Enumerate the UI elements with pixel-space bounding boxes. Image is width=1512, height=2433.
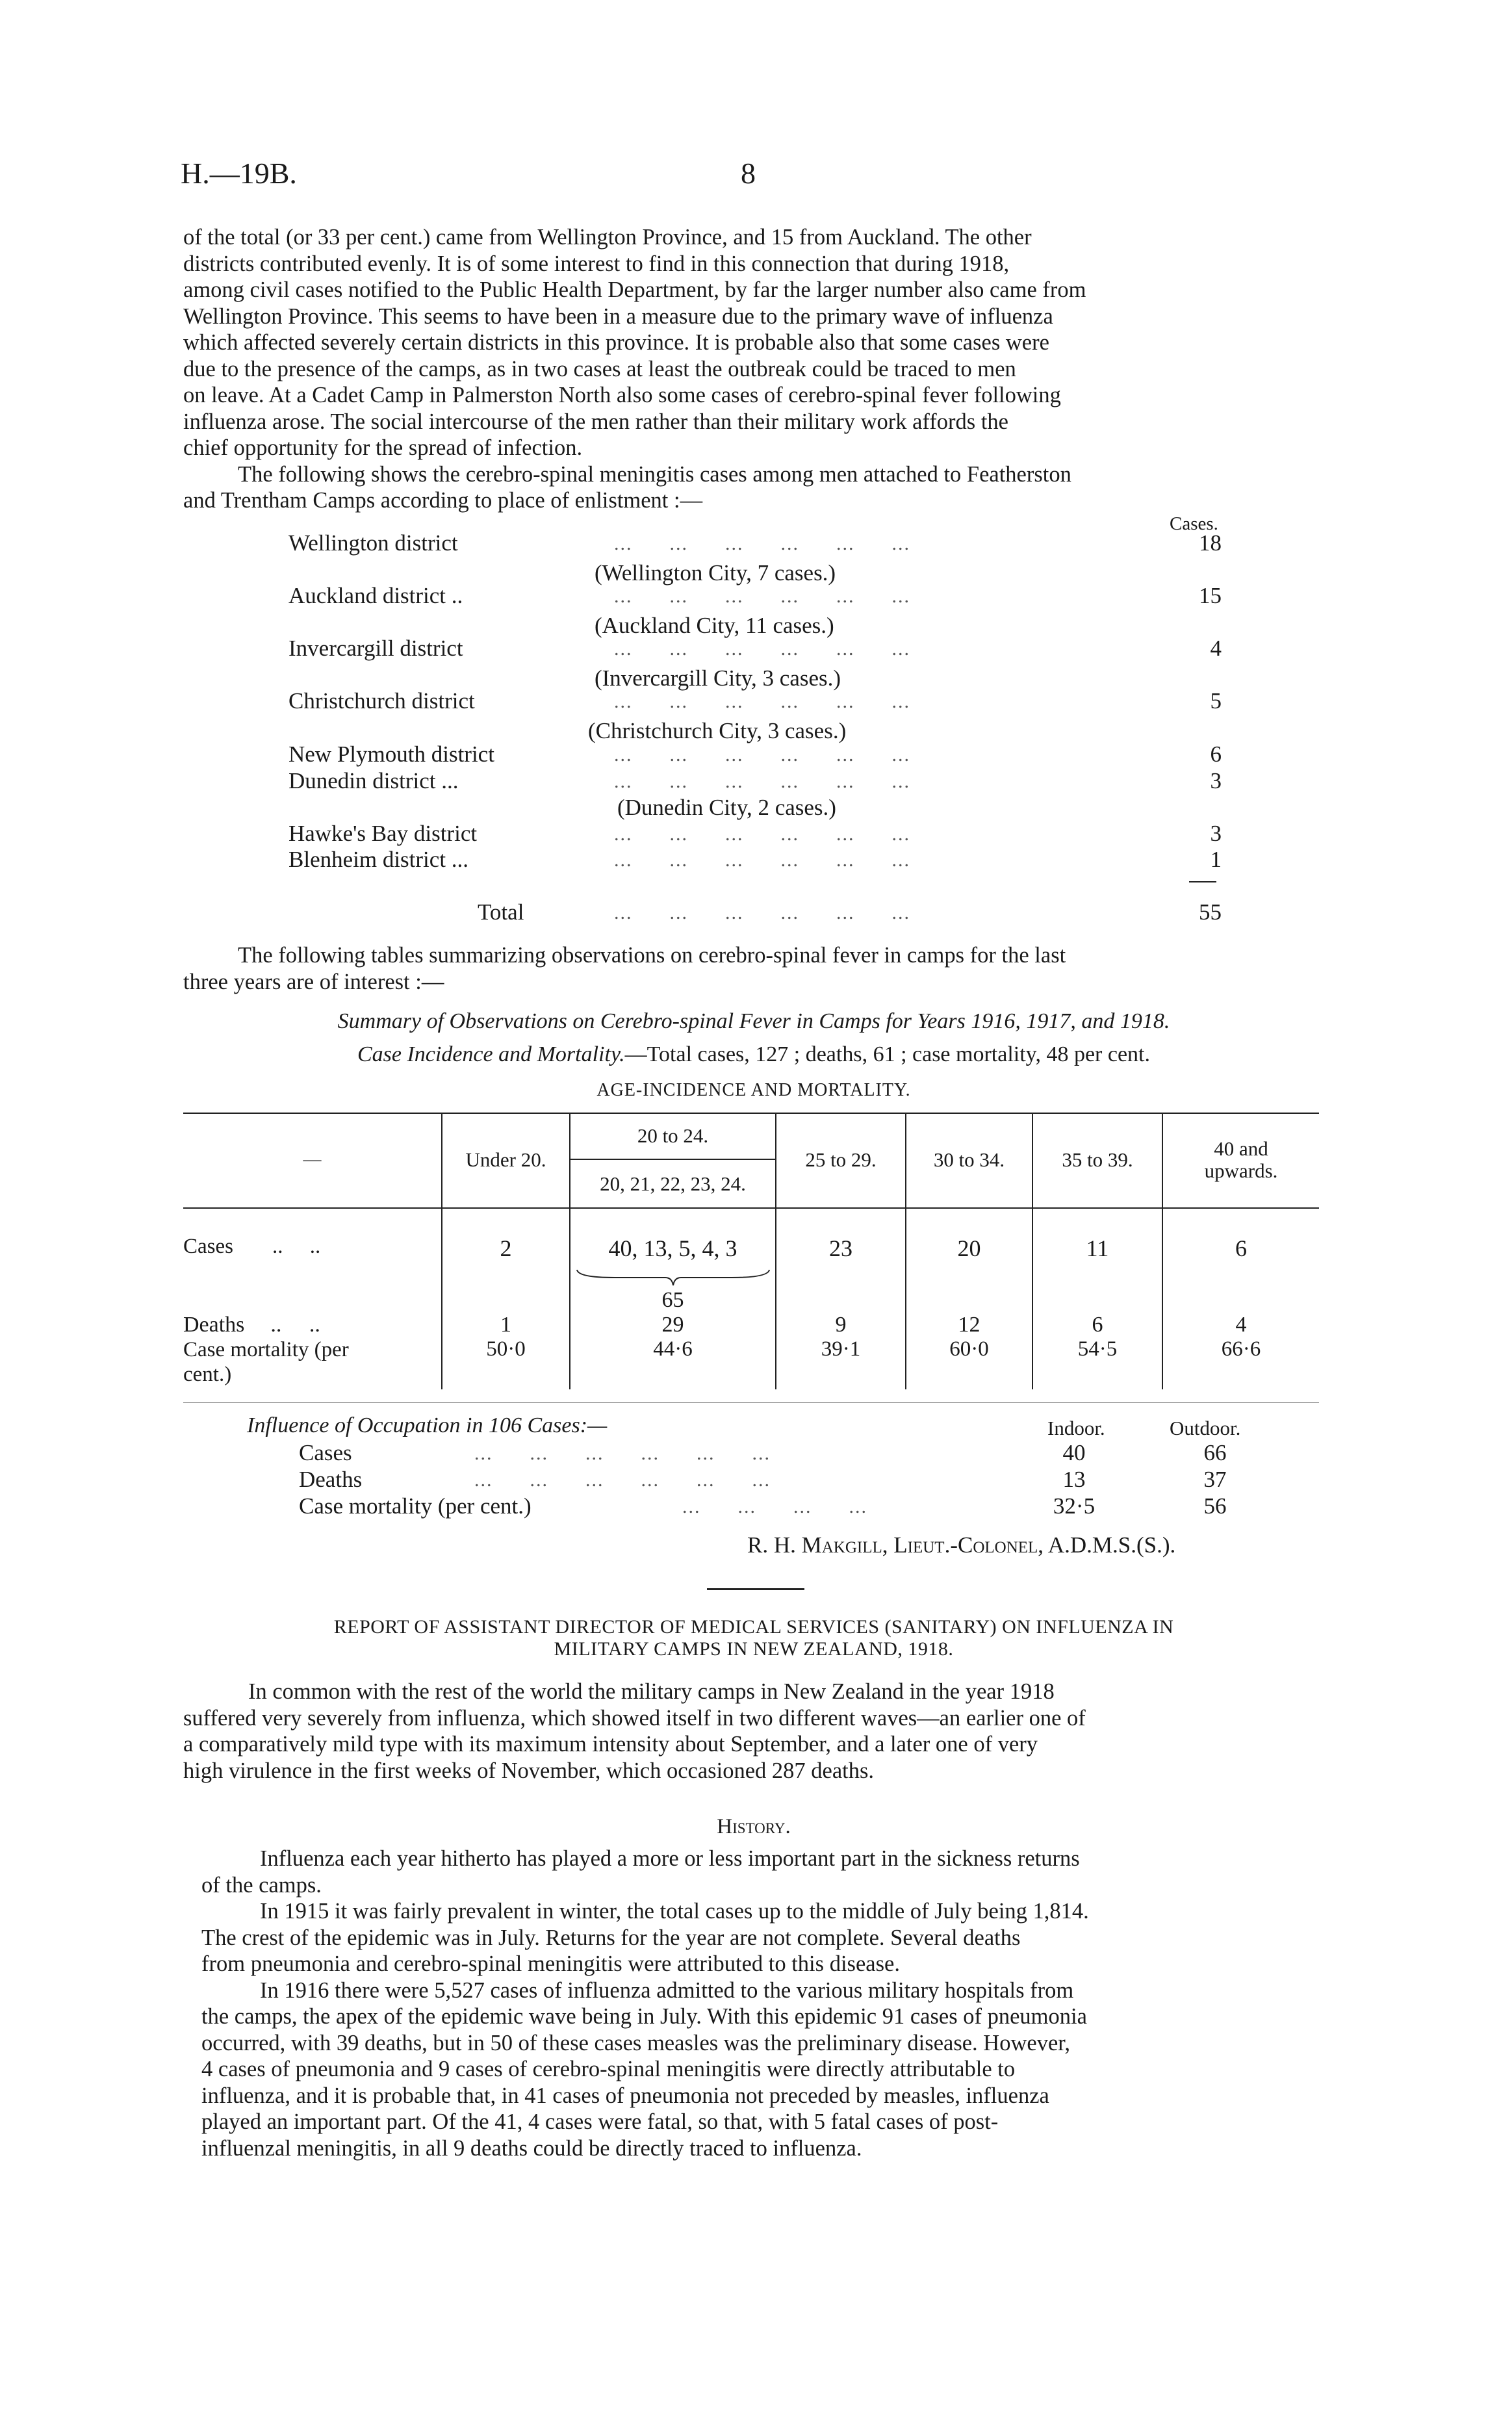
header-40-upwards: 40 and upwards. xyxy=(1162,1113,1319,1207)
district-name: Christchurch district xyxy=(288,688,475,714)
cases-35-to-39: 11 xyxy=(1032,1207,1162,1272)
occupation-title: Influence of Occupation in 106 Cases:— xyxy=(247,1413,608,1437)
case-incidence-text: —Total cases, 127 ; deaths, 61 ; case mortality, 48 per cent. xyxy=(624,1042,1151,1066)
district-name: Dunedin district ... xyxy=(288,768,459,793)
mortality-35-to-39: 54·5 xyxy=(1032,1337,1162,1389)
tables-intro-line: three years are of interest :— xyxy=(183,969,444,994)
history-p3-line: influenzal meningitis, in all 9 deaths could be directly traced to influenza. xyxy=(201,2135,862,2161)
report-intro-line: In common with the rest of the world the military camps in New Zealand in the year 1918 xyxy=(248,1679,1055,1704)
intro-line: of the total (or 33 per cent.) came from Wellington Province, and 15 from Auckland. The other xyxy=(183,225,1032,250)
intro-line: due to the presence of the camps, as in two cases at least the outbreak could be traced to men xyxy=(183,356,1016,381)
intro-line: districts contributed evenly. It is of some interest to find in this connection that during 1918, xyxy=(183,251,1010,276)
cases-25-to-29: 23 xyxy=(776,1207,906,1272)
header-under-20: Under 20. xyxy=(442,1113,570,1207)
occupation-indoor: 13 xyxy=(1062,1467,1086,1492)
history-heading: History. xyxy=(717,1815,791,1838)
deaths-35-to-39: 6 xyxy=(1032,1313,1162,1337)
occupation-row-label: Case mortality (per cent.) xyxy=(299,1493,532,1519)
tables-intro xyxy=(183,942,1324,995)
deaths-40-upwards: 4 xyxy=(1162,1313,1319,1337)
cases-30-to-34: 20 xyxy=(906,1207,1032,1272)
district-cases: 6 xyxy=(1210,741,1222,767)
case-incidence-label: Case Incidence and Mortality. xyxy=(357,1042,625,1066)
mortality-25-to-29: 39·1 xyxy=(776,1337,906,1389)
history-p3-line: In 1916 there were 5,527 cases of influenza admitted to the various military hospitals from xyxy=(260,1977,1074,2003)
history-body xyxy=(201,1846,1342,2161)
total-value: 55 xyxy=(1199,899,1222,925)
header-20-to-24: 20 to 24. xyxy=(570,1113,776,1159)
cases-label: Cases xyxy=(183,1235,233,1258)
cases-under-20: 2 xyxy=(442,1207,570,1272)
mortality-20-to-24: 44·6 xyxy=(570,1337,776,1389)
history-p2-line: from pneumonia and cerebro-spinal meningitis were attributed to this disease. xyxy=(201,1951,900,1976)
leader-dots: ... ... ... ... xyxy=(682,1496,867,1517)
deaths-25-to-29: 9 xyxy=(776,1313,906,1337)
district-name: Wellington district xyxy=(288,530,458,556)
leader-dots: ... ... ... ... ... ... xyxy=(614,638,910,660)
section-separator xyxy=(707,1588,804,1590)
signature: R. H. Makgill, Lieut.-Colonel, A.D.M.S.(S.). xyxy=(747,1532,1176,1558)
history-p3-line: played an important part. Of the 41, 4 cases were fatal, so that, with 5 fatal cases of post- xyxy=(201,2109,999,2134)
row-label-cases: Cases .. .. xyxy=(183,1235,321,1258)
enlistment-table xyxy=(0,0,1512,942)
history-p2-line: In 1915 it was fairly prevalent in winter, the total cases up to the middle of July being 1,814. xyxy=(260,1899,1089,1924)
leader-dots: ... ... ... ... ... ... xyxy=(614,586,910,607)
district-name: Hawke's Bay district xyxy=(288,821,478,846)
report-intro xyxy=(183,1679,1324,1784)
intro-line: on leave. At a Cadet Camp in Palmerston North also some cases of cerebro-spinal fever following xyxy=(183,383,1061,407)
district-cases: 5 xyxy=(1210,688,1222,714)
district-cases: 4 xyxy=(1210,636,1222,661)
enlistment-intro-line: The following shows the cerebro-spinal meningitis cases among men attached to Featherston xyxy=(238,461,1071,487)
leader-dots: ... ... ... ... ... ... xyxy=(614,744,910,766)
deaths-label: Deaths xyxy=(183,1313,245,1337)
header-ages-20-24: 20, 21, 22, 23, 24. xyxy=(570,1159,776,1207)
col-indoor: Indoor. xyxy=(1047,1417,1105,1439)
leader-dots: ... ... ... ... ... ... xyxy=(474,1443,771,1464)
intro-line: chief opportunity for the spread of infection. xyxy=(183,435,583,460)
history-p1-line: Influenza each year hitherto has played a more or less important part in the sickness returns xyxy=(260,1846,1080,1871)
district-cases: 3 xyxy=(1210,768,1222,793)
mortality-under-20: 50·0 xyxy=(442,1337,570,1389)
leader-dots: ... ... ... ... ... ... xyxy=(614,902,910,923)
mortality-30-to-34: 60·0 xyxy=(906,1337,1032,1389)
table-corner: — xyxy=(303,1150,322,1170)
district-name: Auckland district .. xyxy=(288,583,463,608)
deaths-under-20: 1 xyxy=(442,1313,570,1337)
enlistment-intro-line: and Trentham Camps according to place of enlistment :— xyxy=(183,488,703,513)
occupation-row-label: Deaths xyxy=(299,1467,363,1492)
occupation-outdoor: 37 xyxy=(1203,1467,1227,1492)
intro-line: which affected severely certain districts in this province. It is probable also that some cases were xyxy=(183,330,1049,355)
report-heading-line: MILITARY CAMPS IN NEW ZEALAND, 1918. xyxy=(554,1638,954,1660)
history-p1-line: of the camps. xyxy=(201,1872,322,1898)
history-p3-line: 4 cases of pneumonia and 9 cases of cerebro-spinal meningitis were directly attributable to xyxy=(201,2057,1016,2081)
occupation-row-label: Cases xyxy=(299,1440,352,1465)
table-bottom-rule xyxy=(183,1402,1319,1403)
district-name: Blenheim district ... xyxy=(288,847,469,872)
leader-dots: ... ... ... ... ... ... xyxy=(614,823,910,845)
leader-dots: ... ... ... ... ... ... xyxy=(614,849,910,871)
district-cases: 18 xyxy=(1199,530,1222,556)
cases-sum-20-24-cell xyxy=(570,1272,776,1313)
col-outdoor: Outdoor. xyxy=(1170,1417,1241,1439)
occupation-indoor: 40 xyxy=(1062,1440,1086,1465)
report-intro-line: suffered very severely from influenza, which showed itself in two different waves—an earlier one of xyxy=(183,1705,1086,1731)
city-subtotal: (Invercargill City, 3 cases.) xyxy=(595,665,841,691)
case-incidence-line xyxy=(183,1042,1324,1067)
doc-code: H.—19B. xyxy=(181,157,297,190)
mortality-40-upwards: 66·6 xyxy=(1162,1337,1319,1389)
cases-40-upwards: 6 xyxy=(1162,1207,1319,1272)
history-p3-line: the camps, the apex of the epidemic wave being in July. With this epidemic 91 cases of pneumonia xyxy=(201,2004,1087,2029)
district-cases: 1 xyxy=(1210,847,1222,872)
deaths-30-to-34: 12 xyxy=(906,1313,1032,1337)
leader-dots: ... ... ... ... ... ... xyxy=(614,691,910,712)
leader-dots: ... ... ... ... ... ... xyxy=(614,533,910,554)
header-35-to-39: 35 to 39. xyxy=(1032,1113,1162,1207)
city-subtotal: (Auckland City, 11 cases.) xyxy=(595,613,834,638)
district-cases: 3 xyxy=(1210,821,1222,846)
city-subtotal: (Christchurch City, 3 cases.) xyxy=(588,718,847,743)
history-p3-line: occurred, with 39 deaths, but in 50 of these cases measles was the preliminary disease. However, xyxy=(201,2030,1070,2055)
mortality-label: Case mortality (per cent.) xyxy=(183,1338,349,1386)
leader-dots: ... ... ... ... ... ... xyxy=(474,1469,771,1491)
intro-line: influenza arose. The social intercourse of the men rather than their military work affords the xyxy=(183,409,1008,434)
age-incidence-table xyxy=(183,1113,1319,1389)
intro-line: among civil cases notified to the Public Health Department, by far the larger number also came from xyxy=(183,277,1086,302)
tables-intro-line: The following tables summarizing observations on cerebro-spinal fever in camps for the last xyxy=(238,943,1066,968)
total-rule xyxy=(1189,881,1216,882)
occupation-outdoor: 66 xyxy=(1203,1440,1227,1465)
history-p3-line: influenza, and it is probable that, in 41 cases of pneumonia not preceded by measles, influenza xyxy=(201,2083,1049,2108)
report-intro-line: high virulence in the first weeks of November, which occasioned 287 deaths. xyxy=(183,1758,875,1783)
row-label-deaths: Deaths .. .. xyxy=(183,1313,320,1337)
cases-ages-20-24: 40, 13, 5, 4, 3 xyxy=(570,1207,776,1272)
report-heading xyxy=(183,1616,1324,1660)
district-name: Invercargill district xyxy=(288,636,463,661)
city-subtotal: (Dunedin City, 2 cases.) xyxy=(617,795,836,820)
history-p2-line: The crest of the epidemic was in July. Returns for the year are not complete. Several deaths xyxy=(201,1925,1021,1950)
occupation-indoor: 32·5 xyxy=(1053,1493,1096,1519)
intro-line: Wellington Province. This seems to have been in a measure due to the primary wave of influenza xyxy=(183,303,1053,329)
header-30-to-34: 30 to 34. xyxy=(906,1113,1032,1207)
brace-icon xyxy=(576,1268,771,1288)
age-table-title: AGE-INCIDENCE AND MORTALITY. xyxy=(596,1080,911,1100)
city-subtotal: (Wellington City, 7 cases.) xyxy=(595,560,836,586)
report-intro-line: a comparatively mild type with its maximum intensity about September, and a later one of very xyxy=(183,1732,1038,1757)
cases-column-label: Cases. xyxy=(1170,513,1218,534)
occupation-outdoor: 56 xyxy=(1203,1493,1227,1519)
leader-dots: ... ... ... ... ... ... xyxy=(614,771,910,792)
summary-title: Summary of Observations on Cerebro-spinal Fever in Camps for Years 1916, 1917, and 1918. xyxy=(337,1009,1170,1033)
total-label: Total xyxy=(478,899,524,925)
deaths-20-to-24: 29 xyxy=(570,1313,776,1337)
district-cases: 15 xyxy=(1199,583,1222,608)
cases-sum-20-24: 65 xyxy=(661,1288,684,1312)
report-heading-line: REPORT OF ASSISTANT DIRECTOR OF MEDICAL SERVICES (SANITARY) ON INFLUENZA IN xyxy=(333,1616,1174,1638)
district-name: New Plymouth district xyxy=(288,741,494,767)
page-number: 8 xyxy=(741,157,756,190)
header-25-to-29: 25 to 29. xyxy=(776,1113,906,1207)
